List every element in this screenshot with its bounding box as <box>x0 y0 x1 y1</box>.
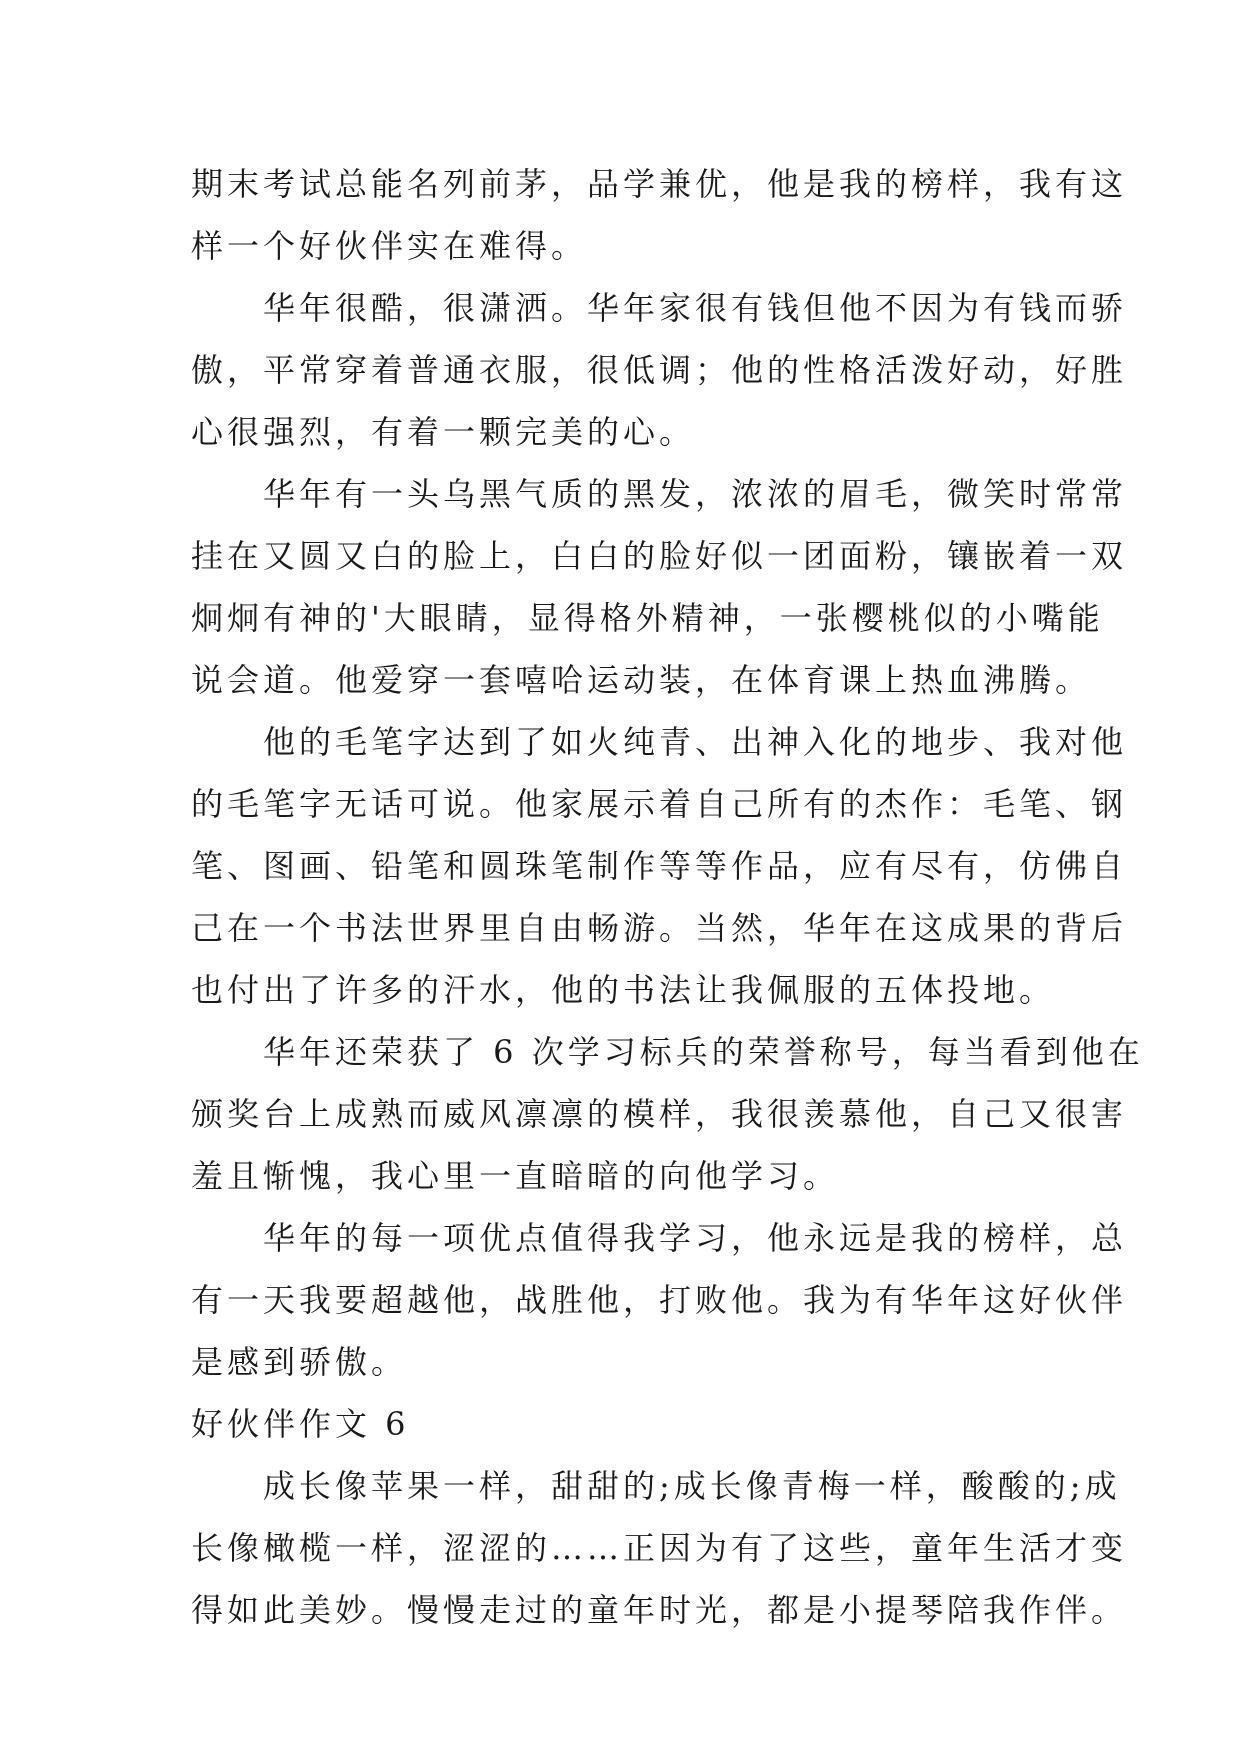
text-line: 己在一个书法世界里自由畅游。当然，华年在这成果的背后 <box>191 909 1128 947</box>
text-line: 傲，平常穿着普通衣服，很低调；他的性格活泼好动，好胜 <box>191 351 1128 389</box>
text-line: 挂在又圆又白的脸上，白白的脸好似一团面粉，镶嵌着一双 <box>191 537 1128 575</box>
text-line: 颁奖台上成熟而威风凛凛的模样，我很羡慕他，自己又很害 <box>191 1095 1128 1133</box>
text-line: 也付出了许多的汗水，他的书法让我佩服的五体投地。 <box>191 971 1056 1009</box>
text-line: 说会道。他爱穿一套嘻哈运动装，在体育课上热血沸腾。 <box>191 661 1092 699</box>
text-line: 得如此美妙。慢慢走过的童年时光，都是小提琴陪我作伴。 <box>191 1591 1128 1629</box>
paragraph-start-line: 华年有一头乌黑气质的黑发，浓浓的眉毛，微笑时常常 <box>263 475 1128 513</box>
text-line: 期末考试总能名列前茅，品学兼优，他是我的榜样，我有这 <box>191 165 1128 203</box>
text-line: 笔、图画、铅笔和圆珠笔制作等等作品，应有尽有，仿佛自 <box>191 847 1128 885</box>
text-line: 炯炯有神的'大眼睛，显得格外精神，一张樱桃似的小嘴能 <box>191 599 1104 637</box>
text-line: 样一个好伙伴实在难得。 <box>191 227 588 265</box>
text-line: 羞且惭愧，我心里一直暗暗的向他学习。 <box>191 1157 840 1195</box>
paragraph-start-line: 华年很酷，很潇洒。华年家很有钱但他不因为有钱而骄 <box>263 289 1128 327</box>
text-line: 的毛笔字无话可说。他家展示着自己所有的杰作：毛笔、钢 <box>191 785 1128 823</box>
text-line: 长像橄榄一样，涩涩的……正因为有了这些，童年生活才变 <box>191 1529 1128 1567</box>
paragraph-start-line: 他的毛笔字达到了如火纯青、出神入化的地步、我对他 <box>263 723 1128 761</box>
text-line: 有一天我要超越他，战胜他，打败他。我为有华年这好伙伴 <box>191 1281 1128 1319</box>
paragraph-start-line: 华年的每一项优点值得我学习，他永远是我的榜样，总 <box>263 1219 1128 1257</box>
document-body <box>191 153 1144 1641</box>
text-line: 心很强烈，有着一颗完美的心。 <box>191 413 696 451</box>
paragraph-start-line: 华年还荣获了 6 次学习标兵的荣誉称号，每当看到他在 <box>263 1033 1144 1071</box>
text-line: 是感到骄傲。 <box>191 1343 408 1381</box>
section-heading: 好伙伴作文 6 <box>191 1405 410 1443</box>
paragraph-start-line: 成长像苹果一样，甜甜的;成长像青梅一样，酸酸的;成 <box>263 1467 1121 1505</box>
